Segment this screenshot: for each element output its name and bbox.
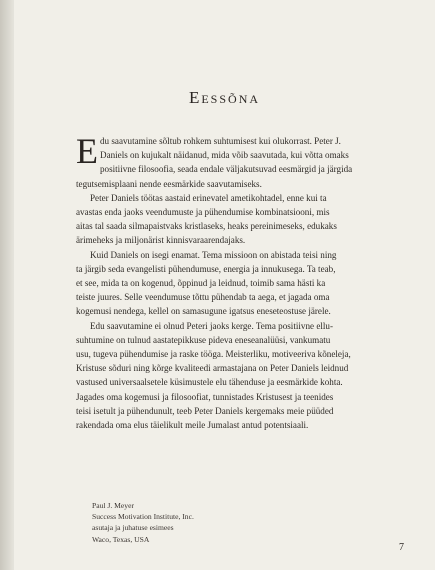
text-line: Daniels on kujukalt näidanud, mida võib saavutada, kui võtta omaks bbox=[100, 150, 349, 161]
page-number: 7 bbox=[399, 542, 404, 553]
text-line: aitas tal saada silmapaistvaks kristlaseks, heaks pereinimeseks, edukaks bbox=[76, 221, 337, 232]
text-line: kogemusi nendega, kellel on samasugune igatsus eneseteostuse järele. bbox=[76, 306, 331, 317]
text-line: tegutsemisplaani nende eesmärkide saavutamiseks. bbox=[76, 178, 262, 189]
signature-name: Paul J. Meyer bbox=[92, 501, 134, 510]
text-line: et see, mida ta on kogenud, õppinud ja leidnud, toimib sama hästi ka bbox=[76, 278, 326, 289]
text-line: Peter Daniels töötas aastaid erinevatel ametikohtadel, enne kui ta bbox=[90, 192, 327, 203]
text-line: ärimeheks ja miljonärist kinnisvaraarendajaks. bbox=[76, 235, 246, 246]
paragraph-2 bbox=[76, 191, 396, 248]
text-line: teisi isetult ja pühendunult, teeb Peter Daniels kergemaks meie püüded bbox=[76, 405, 334, 416]
text-line: Kuid Daniels on isegi enamat. Tema missioon on abistada teisi ning bbox=[90, 249, 337, 260]
text-line: avastas enda jaoks veendumuste ja pühendumise kombinatsiooni, mis bbox=[76, 207, 330, 218]
paragraph-4 bbox=[76, 319, 396, 433]
text-line: vastused universaalsetele küsimustele elu tähenduse ja eesmärkide kohta. bbox=[76, 377, 343, 388]
signature-role: asutaja ja juhatuse esimees bbox=[92, 523, 174, 533]
paragraph-1 bbox=[76, 131, 396, 191]
paragraph-3 bbox=[76, 248, 396, 319]
signature-location: Waco, Texas, USA bbox=[92, 534, 150, 544]
text-line: Edu saavutamine ei olnud Peteri jaoks kerge. Tema positiivne ellu- bbox=[90, 320, 333, 331]
page-heading: Eessõna bbox=[188, 88, 261, 107]
text-line: ta järgib seda evangelisti pühendumuse, energia ja innukusega. Ta teab, bbox=[76, 263, 336, 274]
text-line: Kristuse sõduri ning kõrge kvaliteedi armastajana on Peter Daniels leidnud bbox=[76, 363, 349, 374]
text-line: positiivne filosoofia, seada endale väljakutsuvad eesmärgid ja järgida bbox=[100, 164, 353, 175]
text-line: Jagades oma kogemusi ja filosoofiat, tunnistades Kristusest ja teenides bbox=[76, 391, 334, 402]
text-line: du saavutamine sõltub rohkem suhtumisest kui olukorrast. Peter J. bbox=[100, 136, 341, 146]
text-line: usu, tugeva pühendumise ja raske tööga. Meisterliku, motiveeriva kõneleja, bbox=[76, 349, 351, 360]
drop-cap: E bbox=[76, 131, 98, 171]
text-line: teiste juures. Selle veendumuse tõttu pühendab ta aega, et jagada oma bbox=[76, 292, 330, 303]
signature-organization: Success Motivation Institute, Inc. bbox=[92, 512, 194, 522]
text-line: rakendada oma elus täielikult meile Jumalast antud potentsiaali. bbox=[76, 420, 309, 431]
book-page bbox=[14, 0, 435, 570]
signature-block bbox=[92, 500, 194, 545]
text-line: suhtumine on tulnud aastatepikkuse pideva eneseanalüüsi, vankumatu bbox=[76, 334, 331, 345]
foreword-body bbox=[76, 131, 396, 432]
